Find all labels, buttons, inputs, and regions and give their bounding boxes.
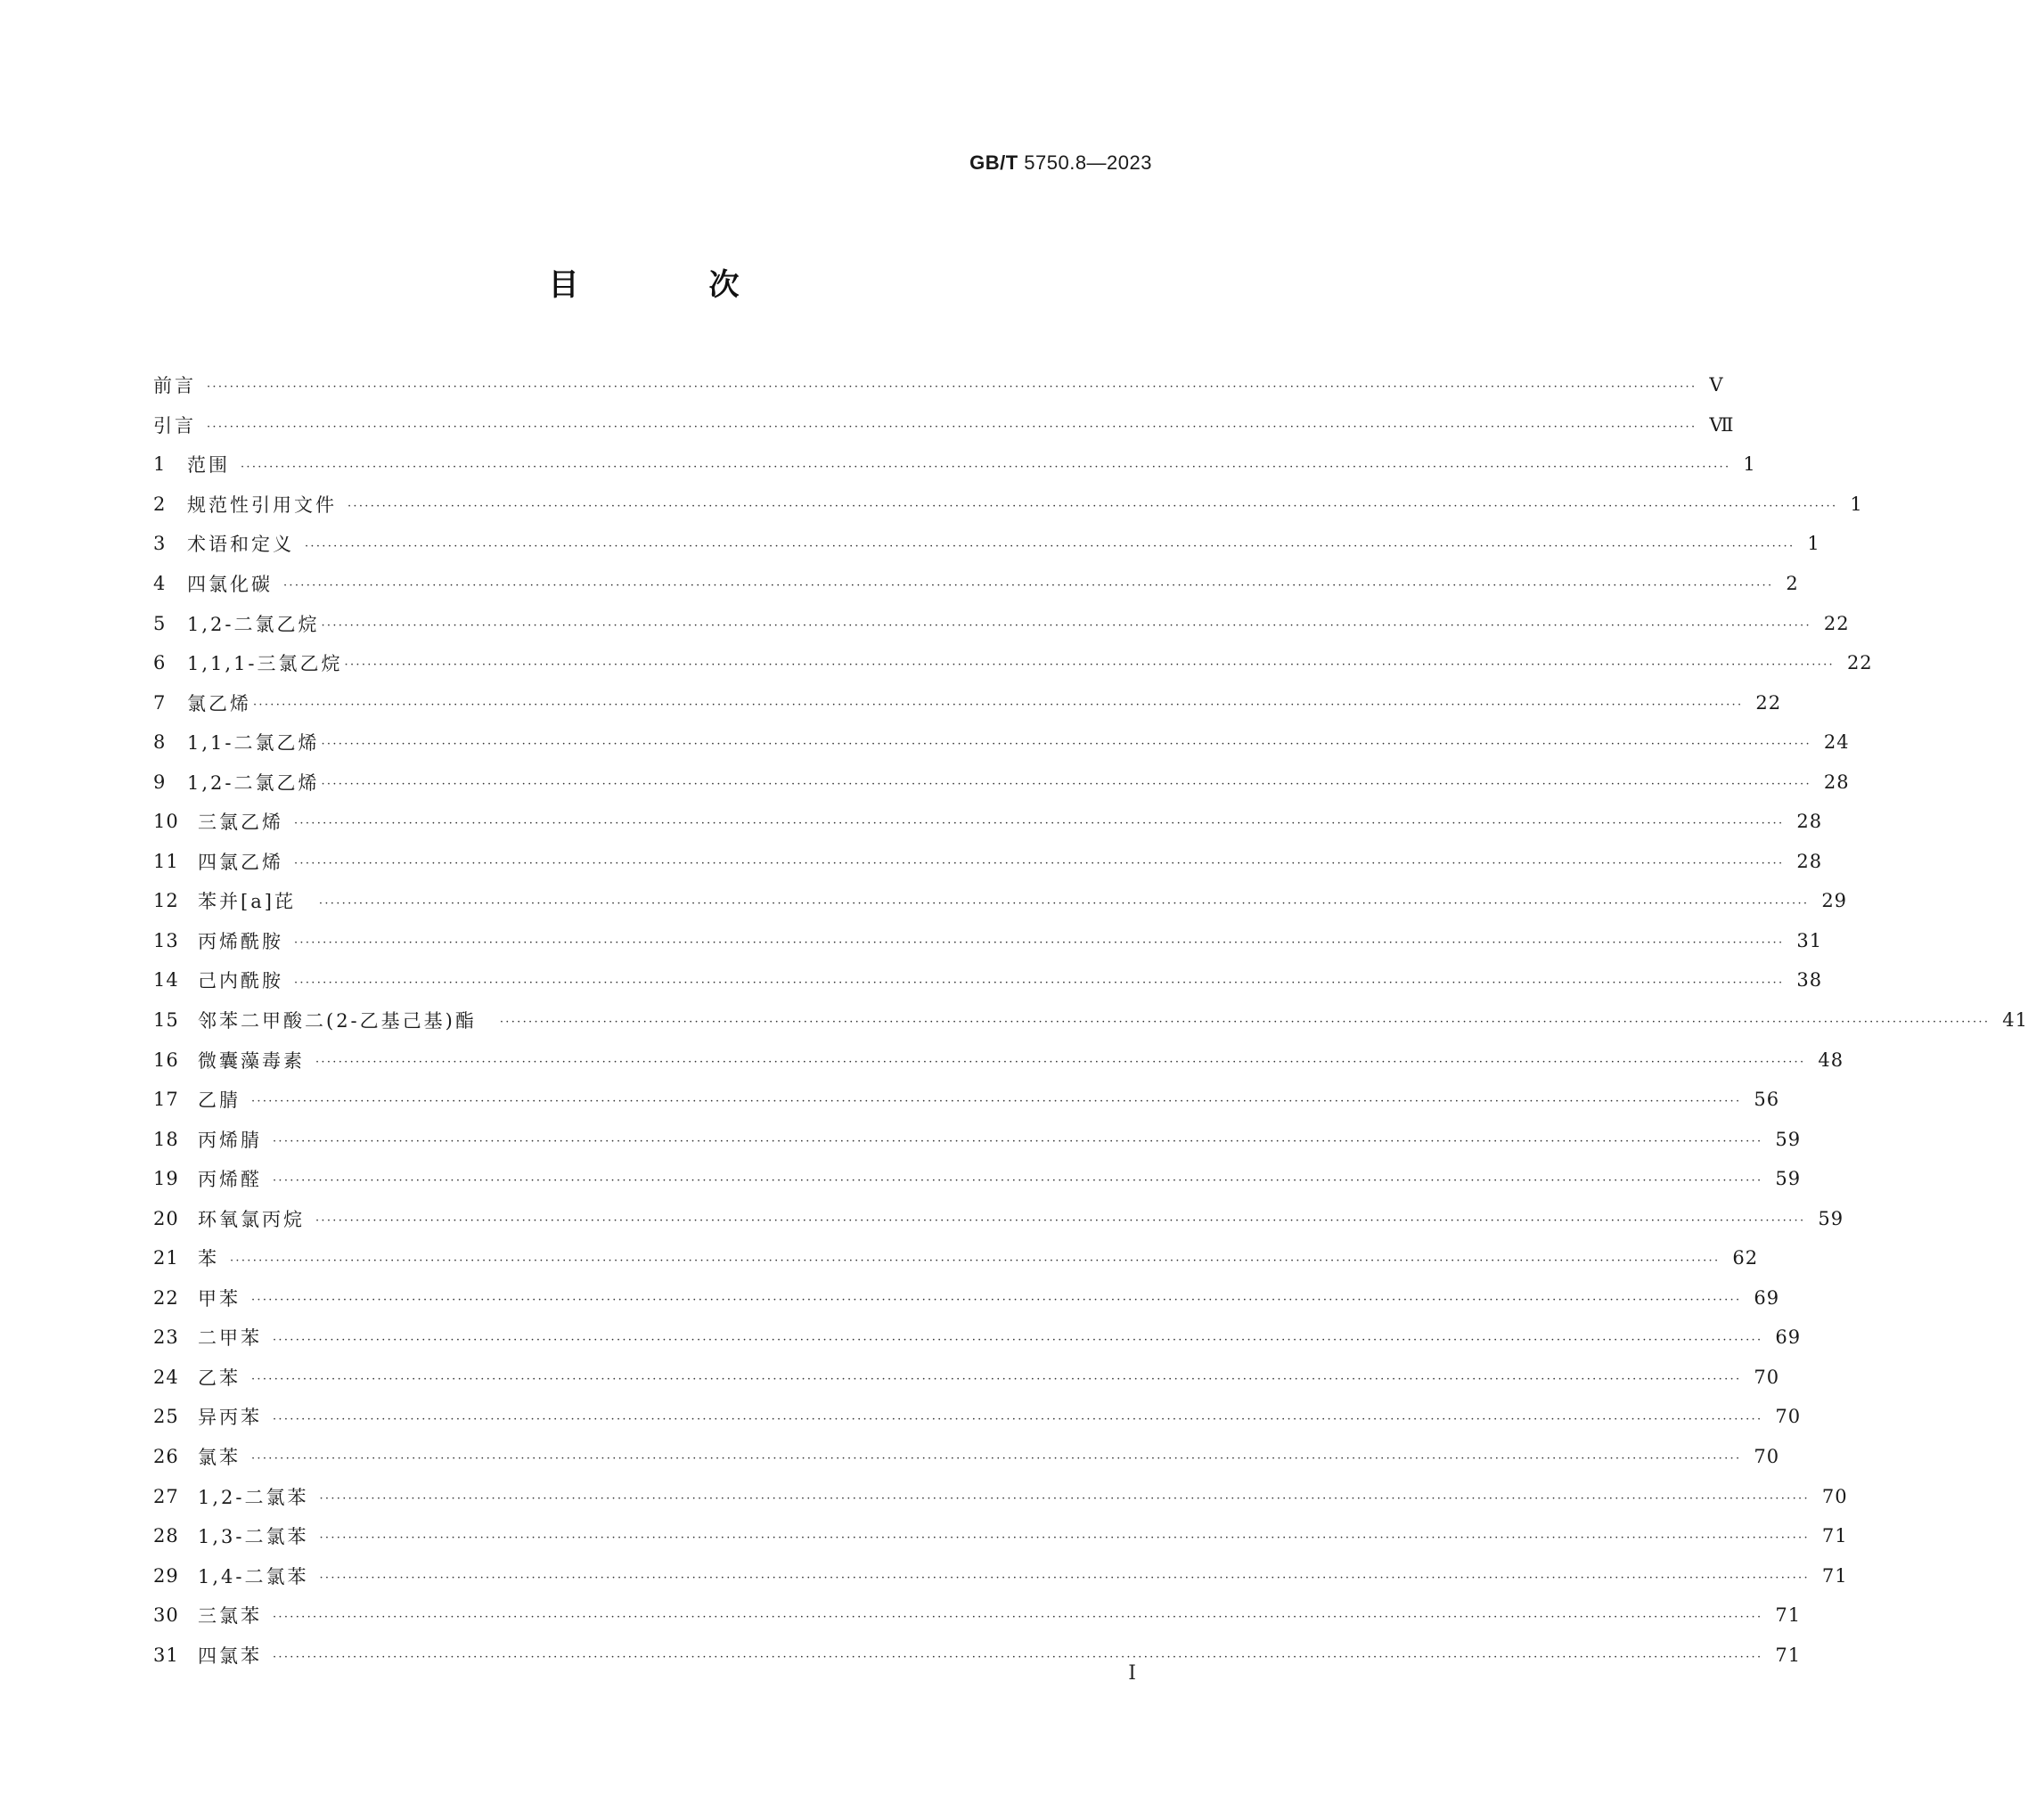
toc-entry-page: 28	[1823, 771, 1850, 793]
toc-entry[interactable]	[153, 1358, 1780, 1398]
toc-entry-title: 前言	[153, 375, 196, 397]
toc-entry-number: 14	[153, 969, 179, 992]
toc-entry-number: 6	[153, 652, 167, 674]
toc-entry[interactable]	[153, 802, 1823, 842]
toc-entry-number: 10	[153, 811, 179, 833]
toc-entry[interactable]	[153, 1159, 1802, 1199]
dot-leader: ····································································································································································································································································	[315, 1213, 1806, 1228]
toc-entry[interactable]	[153, 643, 1873, 683]
toc-entry-page: 70	[1754, 1366, 1780, 1388]
toc-entry[interactable]	[153, 365, 1724, 405]
toc-entry[interactable]	[153, 564, 1799, 604]
toc-entry[interactable]	[153, 762, 1850, 802]
dot-leader: ····································································································································································································································································	[283, 579, 1774, 593]
toc-entry-number: 12	[153, 890, 179, 912]
toc-entry-page: 62	[1732, 1247, 1759, 1269]
toc-entry-page: 70	[1754, 1446, 1780, 1468]
toc-entry-number: 18	[153, 1128, 179, 1150]
dot-leader: ····································································································································································································································································	[499, 1016, 1991, 1030]
dot-leader: ····································································································································································································································································	[273, 1333, 1763, 1347]
toc-entry-title: 氯苯	[198, 1447, 241, 1469]
standard-number: 5750.8—2023	[1024, 151, 1152, 174]
toc-entry-page: 22	[1823, 612, 1850, 634]
toc-entry[interactable]	[153, 1080, 1780, 1120]
toc-entry-number: 25	[153, 1406, 179, 1428]
toc-entry-page: 31	[1796, 929, 1823, 951]
toc-entry-number: 23	[153, 1326, 179, 1349]
dot-leader: ····································································································································································································································································	[294, 975, 1785, 990]
toc-entry-title: 引言	[153, 414, 196, 437]
toc-entry-page: 48	[1818, 1049, 1844, 1071]
dot-leader: ····································································································································································································································································	[273, 1174, 1763, 1188]
toc-entry[interactable]	[153, 485, 1863, 525]
toc-entry-page: Ⅶ	[1709, 413, 1735, 436]
toc-entry-page: 69	[1775, 1326, 1802, 1349]
toc-entry[interactable]	[153, 445, 1756, 485]
toc-entry-title: 丙烯醛	[198, 1169, 262, 1191]
toc-entry-number: 3	[153, 533, 167, 555]
toc-entry-number: 22	[153, 1286, 179, 1309]
toc-entry-number: 19	[153, 1168, 179, 1190]
toc-entry-title: 1,2-二氯苯	[198, 1486, 309, 1508]
toc-entry-title: 术语和定义	[187, 534, 294, 556]
toc-entry-number: 28	[153, 1525, 179, 1547]
dot-leader: ····································································································································································································································································	[319, 1491, 1810, 1506]
toc-entry-number: 30	[153, 1604, 179, 1627]
toc-entry-number: 20	[153, 1207, 179, 1229]
toc-entry-title: 1,4-二氯苯	[198, 1565, 309, 1587]
toc-entry-page: 41	[2002, 1009, 2028, 1032]
toc-entry-page: 56	[1754, 1089, 1780, 1111]
toc-entry-title: 四氯乙烯	[198, 851, 283, 873]
toc-entry-number: 27	[153, 1485, 179, 1507]
dot-leader: ····································································································································································································································································	[348, 500, 1838, 514]
toc-entry[interactable]	[153, 1318, 1802, 1358]
toc-entry-title: 规范性引用文件	[187, 494, 337, 516]
toc-entry-page: 1	[1850, 493, 1863, 515]
toc-entry-number: 2	[153, 493, 167, 515]
toc-entry[interactable]	[153, 405, 1735, 445]
dot-leader: ····································································································································································································································································	[251, 1294, 1742, 1308]
toc-entry-title: 乙腈	[198, 1090, 241, 1112]
toc-entry-number: 8	[153, 731, 167, 754]
dot-leader: ····································································································································································································································································	[251, 1095, 1742, 1109]
toc-entry-number: 16	[153, 1049, 179, 1071]
toc-entry-title: 四氯化碳	[187, 574, 273, 595]
toc-entry-title: 异丙苯	[198, 1407, 262, 1429]
toc-entry-page: 24	[1823, 731, 1850, 754]
toc-entry[interactable]	[153, 921, 1823, 961]
toc-entry-number: 21	[153, 1247, 179, 1269]
dot-leader: ····································································································································································································································································	[321, 618, 1811, 633]
dot-leader: ····································································································································································································································································	[230, 1253, 1721, 1268]
dot-leader: ····································································································································································································································································	[344, 658, 1835, 673]
toc-entry-page: Ⅴ	[1709, 374, 1724, 396]
toc-entry[interactable]	[153, 1596, 1802, 1636]
dot-leader: ····································································································································································································································································	[273, 1650, 1763, 1664]
standard-code	[969, 151, 1152, 175]
toc-entry-number: 17	[153, 1089, 179, 1111]
toc-entry-page: 59	[1775, 1168, 1802, 1190]
toc-entry-page: 29	[1821, 890, 1848, 912]
toc-entry-page: 70	[1821, 1485, 1848, 1507]
dot-leader: ····································································································································································································································································	[294, 857, 1785, 871]
toc-entry-page: 59	[1818, 1207, 1844, 1229]
dot-leader: ····································································································································································································································································	[318, 896, 1810, 910]
toc-entry-page: 22	[1846, 652, 1873, 674]
toc-entry[interactable]	[153, 960, 1823, 1000]
toc-entry[interactable]	[153, 1198, 1844, 1238]
dot-leader: ····································································································································································································································································	[319, 1531, 1810, 1546]
toc-entry-page: 71	[1821, 1525, 1848, 1547]
toc-entry[interactable]	[153, 1000, 2028, 1041]
toc-entry[interactable]	[153, 1119, 1802, 1159]
toc-entry-page: 70	[1775, 1406, 1802, 1428]
toc-entry[interactable]	[153, 1636, 1802, 1676]
toc-entry-number: 11	[153, 850, 179, 872]
toc-entry-title: 三氯苯	[198, 1605, 262, 1628]
dot-leader: ····································································································································································································································································	[273, 1611, 1763, 1625]
toc-entry-page: 1	[1807, 533, 1820, 555]
dot-leader: ····································································································································································································································································	[207, 380, 1697, 395]
toc-entry-number: 31	[153, 1644, 179, 1666]
toc-entry[interactable]	[153, 722, 1850, 763]
toc-entry-title: 乙苯	[198, 1367, 241, 1389]
dot-leader: ····································································································································································································································································	[319, 1571, 1810, 1585]
dot-leader: ····································································································································································································································································	[273, 1412, 1763, 1426]
toc-entry-number: 24	[153, 1366, 179, 1388]
toc-entry-title: 三氯乙烯	[198, 812, 283, 834]
toc-entry-title: 微囊藻毒素	[198, 1049, 305, 1072]
toc-entry-title: 丙烯腈	[198, 1129, 262, 1151]
toc-entry-title: 范围	[187, 454, 230, 477]
toc-entry-page: 28	[1796, 811, 1823, 833]
dot-leader: ····································································································································································································································································	[251, 1452, 1742, 1466]
standard-prefix: GB/T	[969, 151, 1018, 174]
toc-entry-title: 1,2-二氯乙烷	[187, 613, 320, 635]
toc-entry-page: 1	[1743, 453, 1756, 476]
toc-entry-title: 环氧氯丙烷	[198, 1208, 305, 1230]
dot-leader: ····································································································································································································································································	[273, 1134, 1763, 1148]
toc-entry-title: 苯并[a]芘	[198, 891, 296, 913]
toc-entry-title: 甲苯	[198, 1287, 241, 1310]
toc-entry-page: 2	[1786, 573, 1799, 594]
toc-entry[interactable]	[153, 881, 1848, 921]
toc-entry-page: 28	[1796, 850, 1823, 872]
toc-entry-page: 22	[1755, 691, 1782, 714]
dot-leader: ····································································································································································································································································	[241, 460, 1731, 474]
toc-entry-number: 29	[153, 1564, 179, 1587]
toc-entry-title: 1,1,1-三氯乙烷	[187, 653, 343, 675]
toc-entry-page: 59	[1775, 1128, 1802, 1150]
dot-leader: ····································································································································································································································································	[321, 777, 1811, 791]
footer-page-number: Ⅰ	[1128, 1662, 1136, 1685]
toc-entry-page: 71	[1821, 1564, 1848, 1587]
toc-entry-title: 四氯苯	[198, 1645, 262, 1667]
toc-entry[interactable]	[153, 603, 1850, 643]
toc-entry[interactable]	[153, 1040, 1844, 1080]
page-title: 目 次	[548, 267, 789, 303]
toc-entry-page: 71	[1775, 1604, 1802, 1627]
toc-entry-number: 4	[153, 573, 167, 594]
toc-entry[interactable]	[153, 1516, 1848, 1556]
toc-entry-page: 69	[1754, 1286, 1780, 1309]
toc-entry-number: 1	[153, 453, 167, 476]
dot-leader: ····································································································································································································································································	[251, 1373, 1742, 1387]
dot-leader: ····································································································································································································································································	[305, 539, 1795, 553]
toc-entry-title: 氯乙烯	[187, 692, 251, 714]
toc-entry-page: 38	[1796, 969, 1823, 992]
toc-entry[interactable]	[153, 1555, 1848, 1596]
toc-entry[interactable]	[153, 842, 1823, 882]
toc-entry[interactable]	[153, 1238, 1759, 1278]
dot-leader: ····································································································································································································································································	[207, 420, 1697, 435]
dot-leader: ····································································································································································································································································	[253, 698, 1744, 712]
toc-entry-title: 丙烯酰胺	[198, 930, 283, 952]
toc-entry-page: 71	[1775, 1644, 1802, 1666]
toc-entry-title: 1,3-二氯苯	[198, 1526, 309, 1548]
toc-entry-number: 26	[153, 1446, 179, 1468]
toc-entry-title: 邻苯二甲酸二(2-乙基己基)酯	[198, 1010, 477, 1032]
toc-entry-title: 1,2-二氯乙烯	[187, 771, 320, 794]
dot-leader: ····································································································································································································································································	[315, 1055, 1806, 1069]
toc-entry[interactable]	[153, 524, 1820, 564]
toc-entry-number: 7	[153, 691, 167, 714]
toc-entry[interactable]	[153, 1278, 1780, 1318]
toc-entry-title: 苯	[198, 1248, 219, 1270]
dot-leader: ····································································································································································································································································	[294, 936, 1785, 951]
dot-leader: ····································································································································································································································································	[294, 817, 1785, 831]
toc-entry[interactable]	[153, 1437, 1780, 1477]
toc-entry-title: 己内酰胺	[198, 970, 283, 992]
toc-entry-number: 15	[153, 1009, 179, 1032]
toc-entry[interactable]	[153, 1476, 1848, 1516]
toc-entry-number: 9	[153, 771, 167, 793]
dot-leader: ····································································································································································································································································	[321, 738, 1811, 752]
table-of-contents	[153, 365, 2028, 1675]
toc-entry[interactable]	[153, 1397, 1802, 1437]
toc-entry-number: 13	[153, 929, 179, 951]
toc-entry-title: 二甲苯	[198, 1327, 262, 1350]
toc-entry-number: 5	[153, 612, 167, 634]
toc-entry-title: 1,1-二氯乙烯	[187, 732, 320, 755]
toc-entry[interactable]	[153, 682, 1782, 722]
